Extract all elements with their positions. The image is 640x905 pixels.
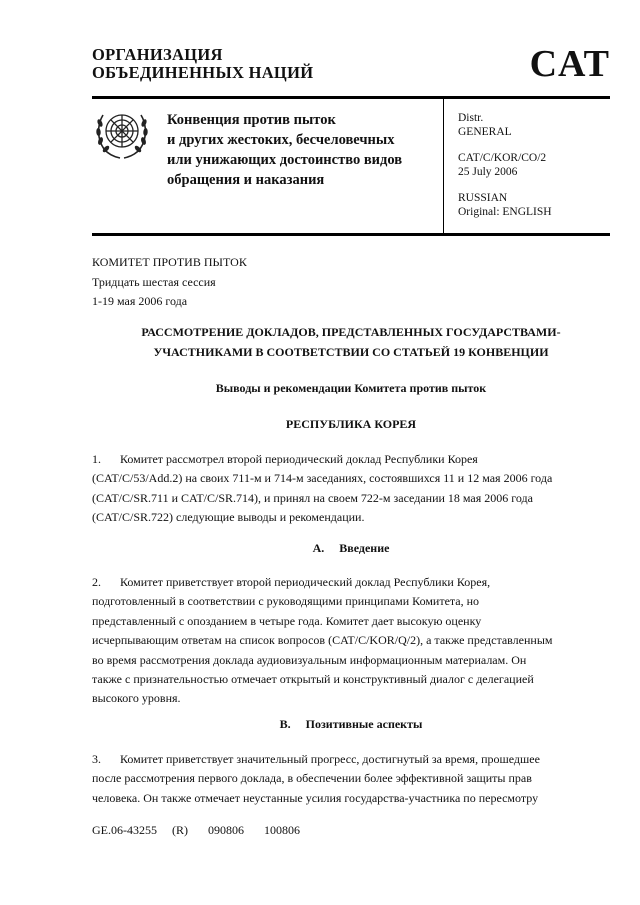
paragraph-number: 1. [92,452,101,466]
paragraph-line: человека. Он также отмечает неустанные усилия государства-участника по пересмотру [92,790,539,805]
paragraph-line: после рассмотрения первого доклада, в обеспечении более эффективной защиты прав [92,771,532,786]
paragraph-line: также с признательностью отмечает открытый и конструктивный диалог с делегацией [92,672,534,687]
document-title [92,322,610,362]
convention-line: и других жестоких, бесчеловечных [167,132,395,148]
paragraph-line: Комитет рассмотрел второй периодический доклад Республики Корея [120,452,478,466]
document-subtitle: Выводы и рекомендации Комитета против пыток [215,381,487,395]
org-line-2: ОБЪЕДИНЕННЫХ НАЦИЙ [92,63,314,82]
country-heading: РЕСПУБЛИКА КОРЕЯ [285,417,417,431]
paragraph-line: Комитет приветствует значительный прогресс, достигнутый за время, прошедшее [120,752,540,766]
header-vertical-divider [443,99,444,234]
session-name: Тридцать шестая сессия [92,274,216,289]
paragraph-line: Комитет приветствует второй периодический доклад Республики Корея, [120,575,491,589]
paragraph-line: (CAT/C/SR.722) следующие выводы и рекомендации. [92,510,365,525]
paragraph-line: представленный с опозданием в четыре года. Комитет дает высокую оценку [92,613,482,628]
convention-title [167,110,402,190]
convention-line: Конвенция против пыток [167,112,336,128]
paragraph-3 [92,750,610,808]
paragraph-number: 3. [92,752,101,766]
session-info [92,253,247,312]
paragraph-line: во время рассмотрения доклада аудиовизуальным информационным материалам. Он [92,652,527,667]
organization-name [92,46,313,82]
document-date: 25 July 2006 [458,165,518,178]
header-bottom-rule [92,233,610,236]
paragraph-line: (CAT/C/SR.711 и CAT/C/SR.714), и принял на своем 722-м заседании 18 мая 2006 года [92,490,533,505]
title-line-2: УЧАСТНИКАМИ В СООТВЕТСТВИИ СО СТАТЬЕЙ 19 КОНВЕНЦИИ [153,345,549,359]
paragraph-number: 2. [92,575,101,589]
convention-line: или унижающих достоинство видов [167,152,403,168]
section-b-heading: B. Позитивные аспекты [279,717,423,731]
paragraph-line: подготовленный в соответствии с руководящими принципами Комитета, но [92,594,480,609]
committee-name: КОМИТЕТ ПРОТИВ ПЫТОК [92,255,247,269]
paragraph-2 [92,573,610,709]
document-code: CAT [529,43,610,85]
convention-line: обращения и наказания [167,172,325,188]
paragraph-1 [92,450,610,528]
section-a-heading: A. Введение [312,541,390,555]
session-dates: 1-19 мая 2006 года [92,294,188,308]
un-emblem-icon [93,107,151,163]
document-language: RUSSIAN [458,192,508,204]
paragraph-line: исчерпывающим ответам на список вопросов (CAT/C/KOR/Q/2), а также представленным [92,633,553,648]
title-line-1: РАССМОТРЕНИЕ ДОКЛАДОВ, ПРЕДСТАВЛЕННЫХ ГОСУДАРСТВАМИ- [141,325,561,339]
job-number-footer: GE.06-43255 (R) 090806 100806 [92,823,300,837]
org-line-1: ОРГАНИЗАЦИЯ [92,45,223,64]
header-top-rule [92,96,610,99]
paragraph-line: (CAT/C/53/Add.2) на своих 711-м и 714-м заседаниях, состоявшихся 11 и 12 мая 2006 года [92,471,553,486]
document-symbol: CAT/C/KOR/CO/2 [458,152,547,164]
original-language: Original: ENGLISH [458,205,552,218]
distr-value: GENERAL [458,125,512,138]
distr-label: Distr. [458,112,484,124]
paragraph-line: высокого уровня. [92,691,181,706]
distribution-block [458,112,552,219]
